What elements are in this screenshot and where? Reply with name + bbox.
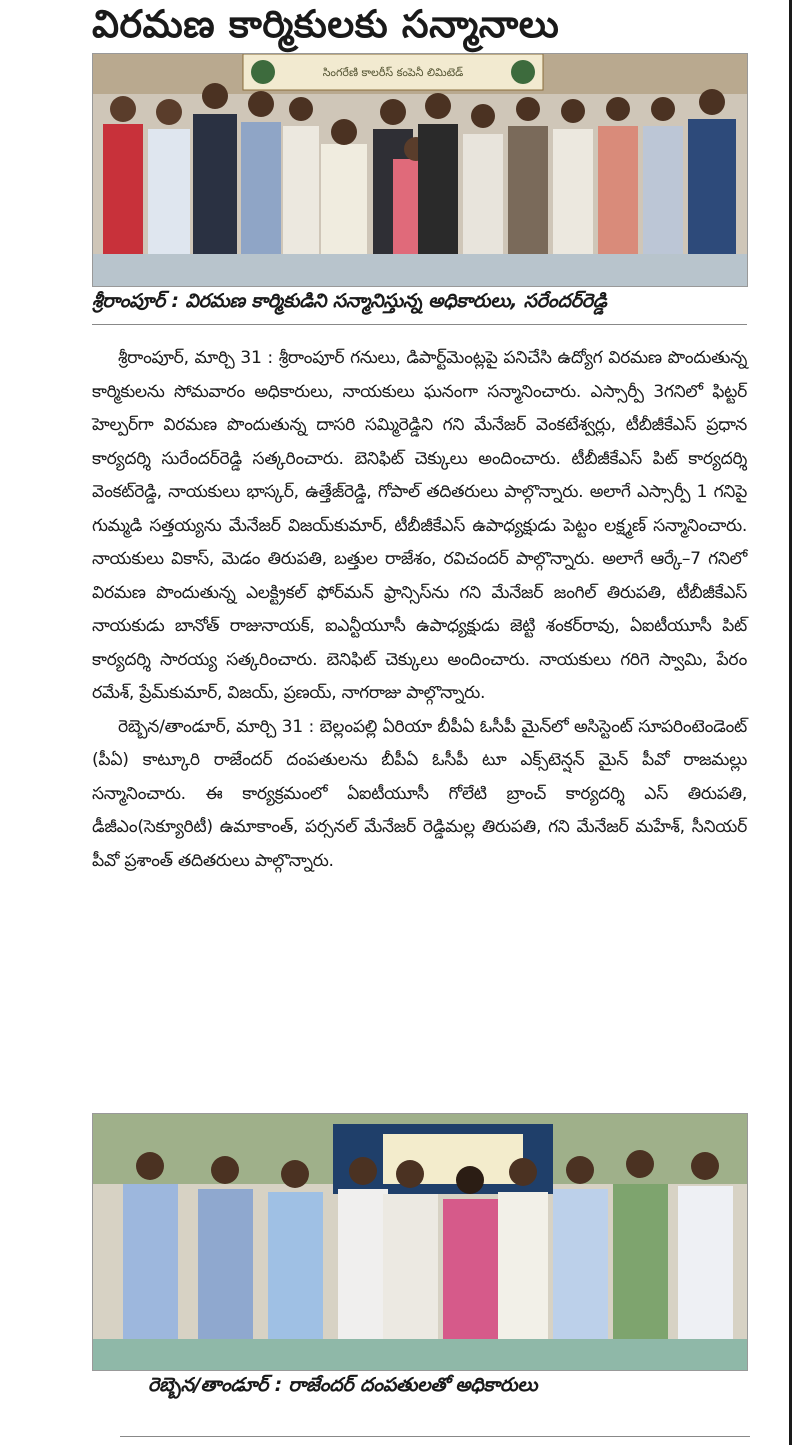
photo2-caption: రెబ్బెన/తాండూర్ : రాజేందర్ దంపతులతో అధికారులు (148, 1374, 538, 1396)
photo-shrirampur-felicitation (92, 53, 748, 287)
caption1-rule (92, 324, 747, 325)
column-rule (789, 0, 792, 1445)
paragraph: రెబ్బెన/తాండూర్, మార్చి 31 : బెల్లంపల్లి ఏరియా బీపీఏ ఓసీపీ మైన్‌లో అసిస్టెంట్ సూపరింటెండెంట్ (పీఏ) కాట్కూరి రాజేందర్ దంపతులను బీపీఏ ఓసీపీ టూ ఎక్స్‌టెన్షన్ మైన్ పీవో రాజమల్లు సన్మానించారు. ఈ కార్యక్రమంలో ఏఐటీయూసీ గోలేటి బ్రాంచ్ కార్యదర్శి ఎస్ తిరుపతి, డీజీఎం(సెక్యూరిటీ) ఉమాకాంత్, పర్సనల్ మేనేజర్ రెడ్డిమల్ల తిరుపతి, గని మేనేజర్ మహేశ్, సీనియర్ పీవో ప్రశాంత్ తదితరులు పాల్గొన్నారు. (92, 716, 747, 871)
article-body (92, 342, 747, 878)
photo1-caption: శ్రీరాంపూర్ : విరమణ కార్మికుడిని సన్మానిస్తున్న అధికారులు, సరేందర్‌రెడ్డి (92, 290, 607, 312)
photo-rebbena-couple (92, 1113, 748, 1371)
headline: విరమణ కార్మికులకు సన్మానాలు (92, 2, 560, 46)
banner-text: సింగరేణి కాలరీస్ కంపెనీ లిమిటెడ్ (322, 66, 464, 79)
paragraph: శ్రీరాంపూర్, మార్చి 31 : శ్రీరాంపూర్ గనులు, డిపార్ట్‌మెంట్లపై పనిచేసి ఉద్యోగ విరమణ పొందుతున్న కార్మికులను సోమవారం అధికారులు, నాయకులు ఘనంగా సన్మానించారు. ఎస్సార్పీ 3గనిలో ఫిట్టర్ హెల్పర్‌గా విరమణ పొందుతున్న దాసరి సమ్మిరెడ్డిని గని మేనేజర్ వెంకటేశ్వర్లు, టీబీజీకేఎస్ ప్రధాన కార్యదర్శి సురేందర్‌రెడ్డి సత్కరించారు. బెనిఫిట్ చెక్కులు అందించారు. టీబీజీకేఎస్ పిట్ కార్యదర్శి వెంకట్‌రెడ్డి, నాయకులు భాస్కర్, ఉత్తేజ్‌రెడ్డి, గోపాల్ తదితరులు పాల్గొన్నారు. అలాగే ఎస్సార్పీ 1 గనిపై గుమ్మడి సత్తయ్యను మేనేజర్ విజయ్‌కుమార్, టీబీజీకేఎస్ ఉపాధ్యక్షుడు పెట్టం లక్ష్మణ్ సన్మానించారు. నాయకులు వికాస్, మెడం తిరుపతి, బత్తుల రాజేశం, రవిచందర్ పాల్గొన్నారు. అలాగే ఆర్కే–7 గనిలో విరమణ పొందుతున్న ఎలక్ట్రికల్ ఫోర్‌మన్ ఫ్రాన్సిస్‌ను గని మేనేజర్ జంగిల్ తిరుపతి, టీబీజీకేఎస్ నాయకుడు బానోత్ రాజునాయక్, ఐఎన్టీయూసీ ఉపాధ్యక్షుడు జెట్టి శంకర్‌రావు, ఏఐటీయూసీ పిట్ కార్యదర్శి సారయ్య సత్కరించారు. బెనిఫిట్ చెక్కులు అందించారు. నాయకులు గరిగె స్వామి, పేరం రమేశ్, ప్రేమ్‌కుమార్, విజయ్, ప్రణయ్, నాగరాజు పాల్గొన్నారు. (92, 348, 747, 703)
bottom-rule (120, 1436, 750, 1437)
